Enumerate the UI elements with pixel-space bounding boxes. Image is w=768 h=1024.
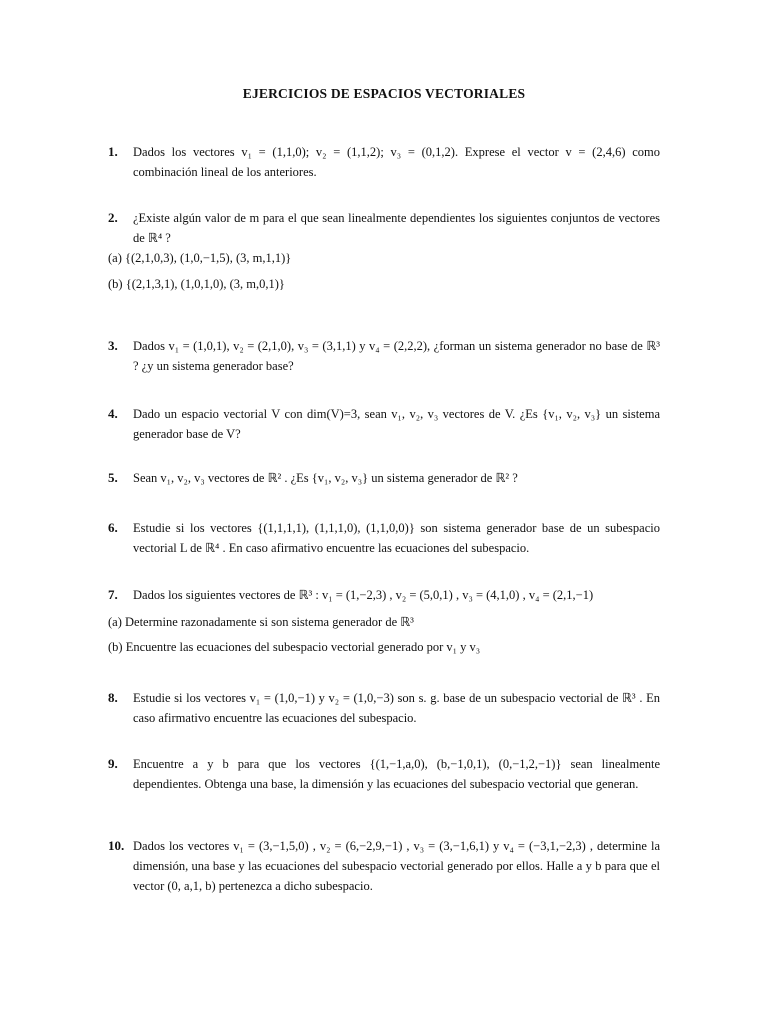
exercise-number: 8. <box>108 690 118 705</box>
exercise-text: Sean v₁, v₂, v₃ vectores de ℝ² . ¿Es {v₁, v₂, v₃} un sistema generador de ℝ² ? <box>133 471 518 485</box>
exercise-9 <box>108 754 660 794</box>
exercise-7-item-b: (b) Encuentre las ecuaciones del subespacio vectorial generado por v₁ y v₃ <box>108 640 481 654</box>
exercise-2-item-b: (b) {(2,1,3,1), (1,0,1,0), (3, m,0,1)} <box>108 277 285 291</box>
exercise-text: ¿Existe algún valor de m para el que sean linealmente dependientes los siguientes conjuntos de vectores de ℝ⁴ ? <box>133 211 660 245</box>
exercise-text: Dados v₁ = (1,0,1), v₂ = (2,1,0), v₃ = (3,1,1) y v₄ = (2,2,2), ¿forman un sistema generador no base de ℝ³ ? ¿y un sistema generador base? <box>133 339 660 373</box>
exercise-number: 2. <box>108 210 118 225</box>
exercise-number: 5. <box>108 470 118 485</box>
exercise-10 <box>108 836 660 896</box>
exercise-number: 7. <box>108 587 118 602</box>
exercise-text: Dados los vectores v₁ = (3,−1,5,0) , v₂ = (6,−2,9,−1) , v₃ = (3,−1,6,1) y v₄ = (−3,1,−2,3) , determine la dimensión, una base y las ecuaciones del subespacio vectorial generado por ellos. Halle a y b para que el vector (0, a,1, b) pertenezca a dicho subespacio. <box>133 839 660 893</box>
page-title: EJERCICIOS DE ESPACIOS VECTORIALES <box>242 86 526 101</box>
exercise-text: Encuentre a y b para que los vectores {(1,−1,a,0), (b,−1,0,1), (0,−1,2,−1)} sean linealmente dependientes. Obtenga una base, la dimensión y las ecuaciones del subespacio vectorial que generan. <box>133 757 660 791</box>
exercise-2 <box>108 208 660 248</box>
exercise-text: Estudie si los vectores {(1,1,1,1), (1,1,1,0), (1,1,0,0)} son sistema generador base de un subespacio vectorial L de ℝ⁴ . En caso afirmativo encuentre las ecuaciones del subespacio. <box>133 521 660 555</box>
exercise-number: 4. <box>108 406 118 421</box>
exercise-text: Dados los vectores v₁ = (1,1,0); v₂ = (1,1,2); v₃ = (0,1,2). Exprese el vector v = (2,4,6) como combinación lineal de los anteriores. <box>133 145 660 179</box>
exercise-6 <box>108 518 660 558</box>
exercise-8 <box>108 688 660 728</box>
exercise-number: 1. <box>108 144 118 159</box>
exercise-2-item-a: (a) {(2,1,0,3), (1,0,−1,5), (3, m,1,1)} <box>108 251 292 265</box>
exercise-4 <box>108 404 660 444</box>
exercise-7-item-a: (a) Determine razonadamente si son sistema generador de ℝ³ <box>108 615 414 629</box>
exercise-3 <box>108 336 660 376</box>
exercise-number: 3. <box>108 338 118 353</box>
exercise-text: Estudie si los vectores v₁ = (1,0,−1) y v₂ = (1,0,−3) son s. g. base de un subespacio vectorial de ℝ³ . En caso afirmativo encuentre las ecuaciones del subespacio. <box>133 691 660 725</box>
exercise-number: 9. <box>108 756 118 771</box>
exercise-1 <box>108 142 660 182</box>
exercise-number: 6. <box>108 520 118 535</box>
exercise-text: Dado un espacio vectorial V con dim(V)=3, sean v₁, v₂, v₃ vectores de V. ¿Es {v₁, v₂, v₃} un sistema generador base de V? <box>133 407 660 441</box>
exercise-5 <box>108 468 660 488</box>
exercise-text: Dados los siguientes vectores de ℝ³ : v₁ = (1,−2,3) , v₂ = (5,0,1) , v₃ = (4,1,0) , v₄ = (2,1,−1) <box>133 588 594 602</box>
exercise-7 <box>108 585 660 605</box>
exercise-number: 10. <box>108 838 125 853</box>
